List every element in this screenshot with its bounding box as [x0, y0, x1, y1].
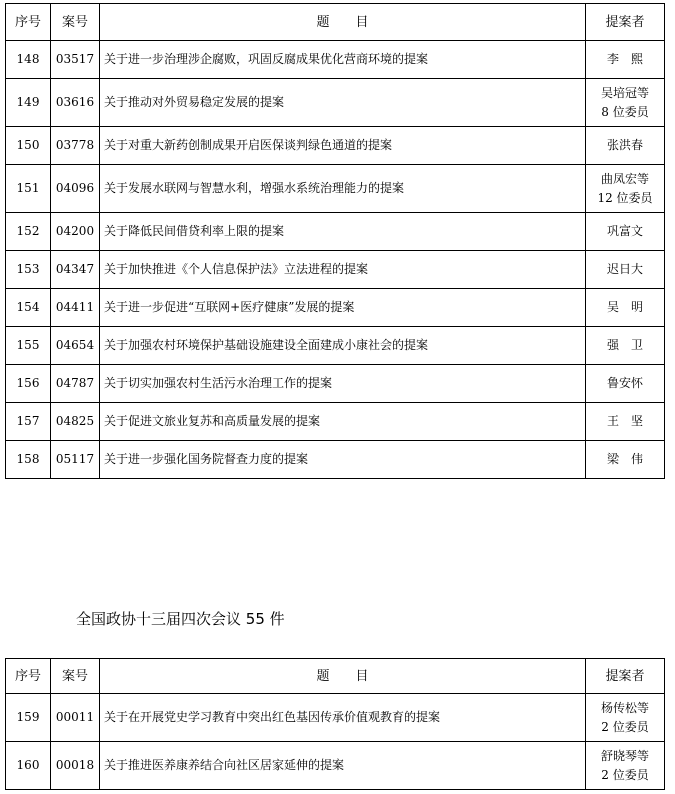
proposer-name: 鲁安怀: [606, 376, 643, 390]
row-case-no: 04347: [51, 251, 100, 289]
proposer-name: 巩富文: [606, 224, 643, 238]
row-title: 关于切实加强农村生活污水治理工作的提案: [100, 365, 586, 403]
proposer-name: 杨传松等: [600, 700, 649, 715]
row-proposer: [586, 127, 665, 165]
row-title: 关于发展水联网与智慧水利，增强水系统治理能力的提案: [100, 165, 586, 213]
table-header-row: [6, 659, 665, 694]
row-proposer: [586, 165, 665, 213]
table-row: [6, 251, 665, 289]
row-seq: 148: [6, 41, 51, 79]
header-title: 题 目: [100, 659, 586, 694]
row-case-no: 04411: [51, 289, 100, 327]
row-case-no: 00011: [51, 694, 100, 742]
row-seq: 152: [6, 213, 51, 251]
row-proposer: [586, 327, 665, 365]
table-row: [6, 403, 665, 441]
proposal-table-1: [5, 3, 665, 479]
row-case-no: 03517: [51, 41, 100, 79]
row-proposer: [586, 742, 665, 790]
table-row: [6, 742, 665, 790]
row-title: 关于进一步促进“互联网+医疗健康”发展的提案: [100, 289, 586, 327]
row-case-no: 04654: [51, 327, 100, 365]
row-title: 关于进一步治理涉企腐败，巩固反腐成果优化营商环境的提案: [100, 41, 586, 79]
proposal-table-2: [5, 658, 665, 790]
table-row: [6, 127, 665, 165]
table-row: [6, 79, 665, 127]
row-seq: 159: [6, 694, 51, 742]
row-title: 关于降低民间借贷利率上限的提案: [100, 213, 586, 251]
header-proposer: 提案者: [586, 4, 665, 41]
proposer-name: 吴 明: [606, 300, 643, 314]
row-proposer: [586, 251, 665, 289]
table-row: [6, 441, 665, 479]
table-row: [6, 165, 665, 213]
row-proposer: [586, 41, 665, 79]
header-seq: 序号: [6, 4, 51, 41]
header-seq: 序号: [6, 659, 51, 694]
proposer-name: 张洪春: [606, 138, 643, 152]
proposer-count: 2 位委员: [601, 719, 649, 734]
row-seq: 156: [6, 365, 51, 403]
row-seq: 154: [6, 289, 51, 327]
proposer-name: 李 熙: [606, 52, 643, 66]
row-case-no: 00018: [51, 742, 100, 790]
row-seq: 158: [6, 441, 51, 479]
row-proposer: [586, 441, 665, 479]
header-title: 题 目: [100, 4, 586, 41]
proposer-name: 舒晓琴等: [600, 748, 649, 763]
section-heading: 全国政协十三届四次会议 55 件: [76, 610, 285, 628]
row-seq: 155: [6, 327, 51, 365]
table-row: [6, 213, 665, 251]
header-proposer: 提案者: [586, 659, 665, 694]
row-proposer: [586, 213, 665, 251]
row-case-no: 04787: [51, 365, 100, 403]
row-title: 关于在开展党史学习教育中突出红色基因传承价值观教育的提案: [100, 694, 586, 742]
row-seq: 157: [6, 403, 51, 441]
row-title: 关于加强农村环境保护基础设施建设全面建成小康社会的提案: [100, 327, 586, 365]
table-row: [6, 694, 665, 742]
row-case-no: 03778: [51, 127, 100, 165]
proposer-name: 梁 伟: [606, 452, 643, 466]
table-row: [6, 327, 665, 365]
row-proposer: [586, 694, 665, 742]
proposer-name: 强 卫: [606, 338, 643, 352]
row-case-no: 04096: [51, 165, 100, 213]
row-proposer: [586, 79, 665, 127]
row-case-no: 04825: [51, 403, 100, 441]
row-seq: 151: [6, 165, 51, 213]
row-case-no: 04200: [51, 213, 100, 251]
row-seq: 149: [6, 79, 51, 127]
row-title: 关于加快推进《个人信息保护法》立法进程的提案: [100, 251, 586, 289]
proposer-count: 12 位委员: [597, 190, 653, 205]
proposer-name: 曲凤宏等: [600, 171, 649, 186]
proposer-count: 2 位委员: [601, 767, 649, 782]
table-row: [6, 365, 665, 403]
row-title: 关于推动对外贸易稳定发展的提案: [100, 79, 586, 127]
table-row: [6, 289, 665, 327]
row-title: 关于促进文旅业复苏和高质量发展的提案: [100, 403, 586, 441]
proposer-name: 迟日大: [606, 262, 643, 276]
row-title: 关于进一步强化国务院督查力度的提案: [100, 441, 586, 479]
row-title: 关于推进医养康养结合向社区居家延伸的提案: [100, 742, 586, 790]
row-case-no: 03616: [51, 79, 100, 127]
row-proposer: [586, 365, 665, 403]
proposer-count: 8 位委员: [601, 104, 649, 119]
proposer-name: 吴培冠等: [600, 85, 649, 100]
row-seq: 160: [6, 742, 51, 790]
table-header-row: [6, 4, 665, 41]
table-row: [6, 41, 665, 79]
row-proposer: [586, 403, 665, 441]
row-title: 关于对重大新药创制成果开启医保谈判绿色通道的提案: [100, 127, 586, 165]
row-seq: 153: [6, 251, 51, 289]
row-case-no: 05117: [51, 441, 100, 479]
header-case-no: 案号: [51, 4, 100, 41]
header-case-no: 案号: [51, 659, 100, 694]
row-seq: 150: [6, 127, 51, 165]
row-proposer: [586, 289, 665, 327]
proposer-name: 王 坚: [606, 414, 643, 428]
